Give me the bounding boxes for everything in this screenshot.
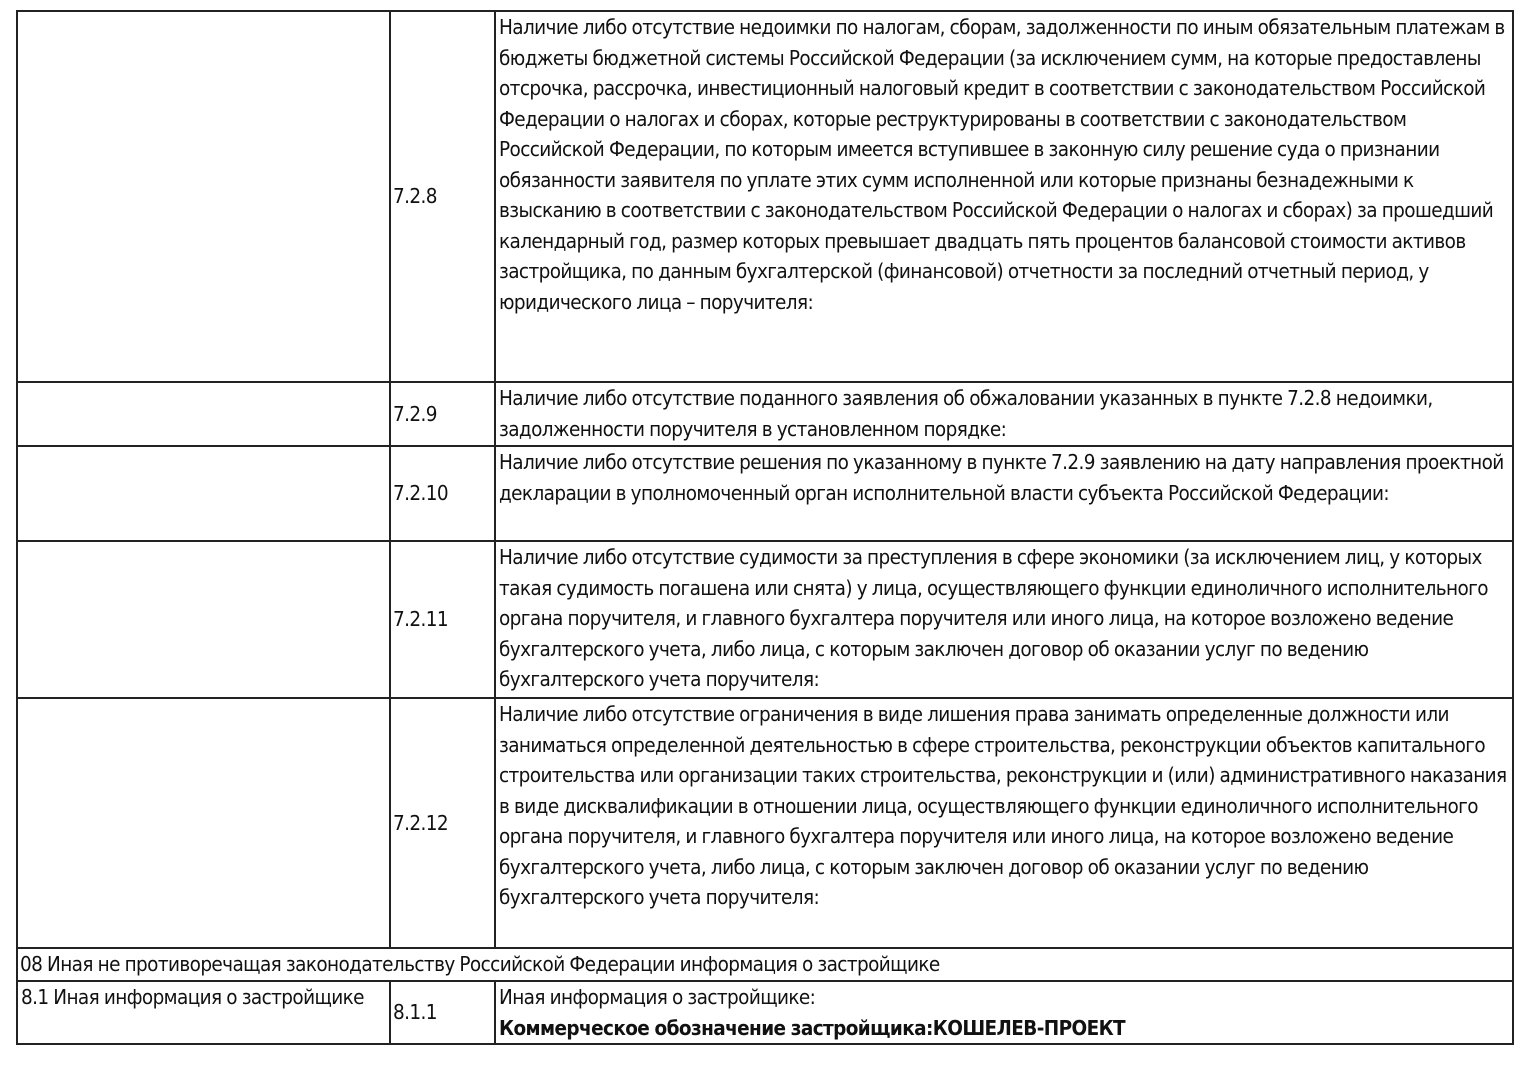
- commercial-designation: [499, 1013, 1510, 1044]
- commercial-designation-label: Коммерческое обозначение застройщика:: [499, 1015, 933, 1040]
- item-label: Иная информация о застройщике:: [499, 985, 816, 1009]
- item-code: 8.1.1: [390, 981, 495, 1044]
- group-cell: [17, 11, 390, 382]
- disclosure-table: [16, 10, 1514, 1045]
- item-code: 7.2.8: [390, 11, 495, 382]
- group-cell: 8.1 Иная информация о застройщике: [17, 981, 390, 1044]
- item-description: Наличие либо отсутствие ограничения в виде лишения права занимать определенные должности или заниматься определенной деятельностью в сфере строительства, реконструкции объектов капитального строительства или организации таких строительства, реконструкции и (или) административного наказания в виде дисквалификации в отношении лица, осуществляющего функции единоличного исполнительного органа поручителя, и главного бухгалтера поручителя или иного лица, на которое возложено ведение бухгалтерского учета, либо лица, с которым заключен договор об оказании услуг по ведению бухгалтерского учета поручителя:: [495, 698, 1513, 948]
- item-description: Наличие либо отсутствие недоимки по налогам, сборам, задолженности по иным обязательным платежам в бюджеты бюджетной системы Российской Федерации (за исключением сумм, на которые предоставлены отсрочка, рассрочка, инвестиционный налоговый кредит в соответствии с законодательством Российской Федерации о налогах и сборах, которые реструктурированы в соответствии с законодательством Российской Федерации, по которым имеется вступившее в законную силу решение суда о признании обязанности заявителя по уплате этих сумм исполненной или которые признаны безнадежными к взысканию в соответствии с законодательством Российской Федерации о налогах и сборах) за прошедший календарный год, размер которых превышает двадцать пять процентов балансовой стоимости активов застройщика, по данным бухгалтерской (финансовой) отчетности за последний отчетный период, у юридического лица – поручителя:: [495, 11, 1513, 382]
- section-header-row: [17, 948, 1513, 981]
- section-title: 08 Иная не противоречащая законодательству Российской Федерации информация о застройщике: [17, 948, 1513, 981]
- item-code: 7.2.11: [390, 541, 495, 698]
- item-description: Наличие либо отсутствие решения по указанному в пункте 7.2.9 заявлению на дату направления проектной декларации в уполномоченный орган исполнительной власти субъекта Российской Федерации:: [495, 446, 1513, 541]
- group-cell: [17, 382, 390, 446]
- table-row: [17, 698, 1513, 948]
- item-code: 7.2.10: [390, 446, 495, 541]
- item-description: Наличие либо отсутствие поданного заявления об обжаловании указанных в пункте 7.2.8 недоимки, задолженности поручителя в установленном порядке:: [495, 382, 1513, 446]
- table-row: [17, 446, 1513, 541]
- table-row: [17, 981, 1513, 1044]
- item-description: [495, 981, 1513, 1044]
- item-description: Наличие либо отсутствие судимости за преступления в сфере экономики (за исключением лиц, у которых такая судимость погашена или снята) у лица, осуществляющего функции единоличного исполнительного органа поручителя, и главного бухгалтера поручителя или иного лица, на которое возложено ведение бухгалтерского учета, либо лица, с которым заключен договор об оказании услуг по ведению бухгалтерского учета поручителя:: [495, 541, 1513, 698]
- group-cell: [17, 446, 390, 541]
- table-row: [17, 541, 1513, 698]
- commercial-designation-value: КОШЕЛЕВ-ПРОЕКТ: [932, 1015, 1126, 1040]
- group-cell: [17, 698, 390, 948]
- table-row: [17, 382, 1513, 446]
- item-code: 7.2.12: [390, 698, 495, 948]
- item-code: 7.2.9: [390, 382, 495, 446]
- table-row: [17, 11, 1513, 382]
- group-cell: [17, 541, 390, 698]
